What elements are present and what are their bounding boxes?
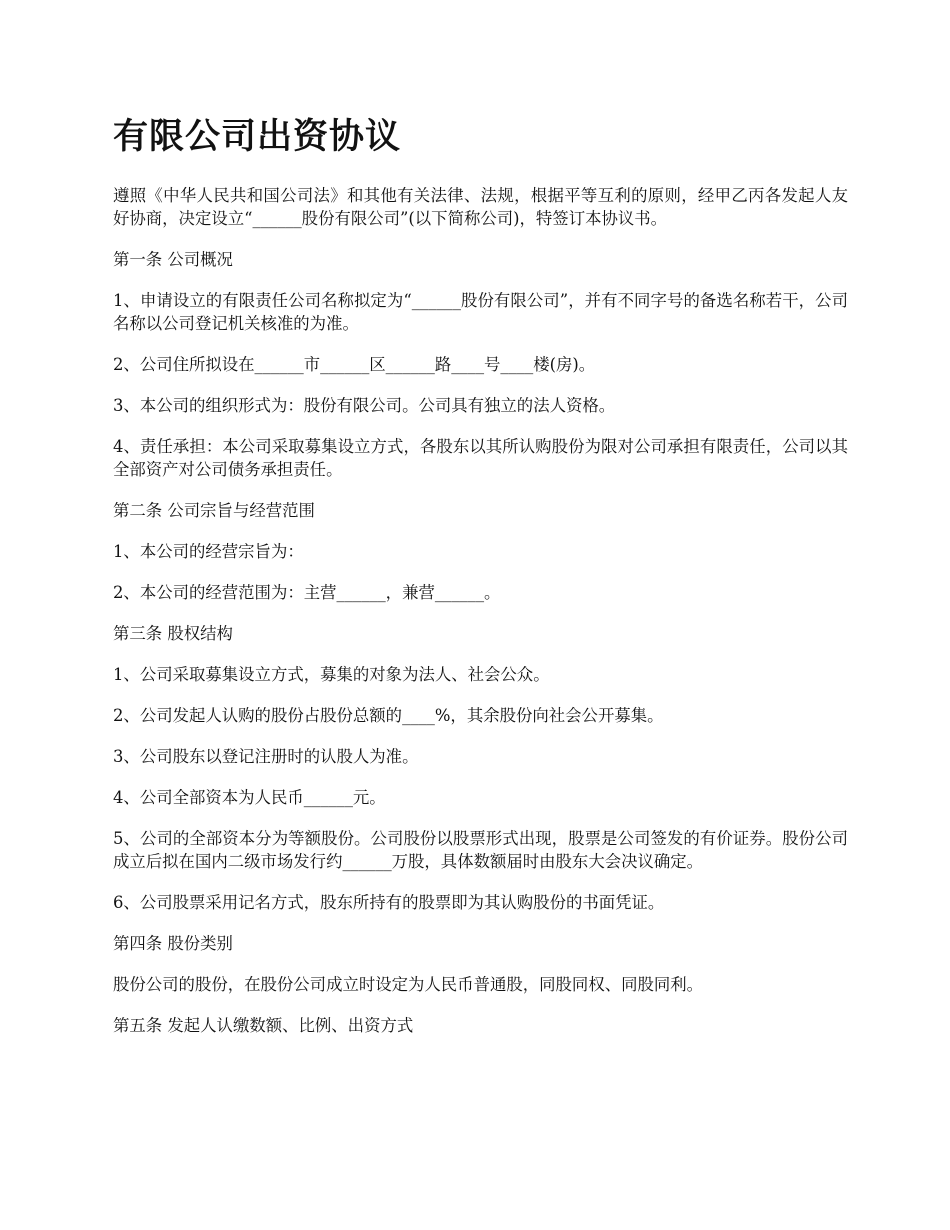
article-3-clause-3: 3、公司股东以登记注册时的认股人为准。 [113, 747, 419, 766]
article-3-clause-1: 1、公司采取募集设立方式，募集的对象为法人、社会公众。 [113, 665, 550, 684]
article-1-clause-3: 3、本公司的组织形式为：股份有限公司。公司具有独立的法人资格。 [113, 396, 616, 415]
article-1-clause-4: 4、责任承担：本公司采取募集设立方式，各股东以其所认购股份为限对公司承担有限责任，公司以其全部资产对公司债务承担责任。 [113, 437, 848, 479]
article-2-clause-2: 2、本公司的经营范围为：主营______，兼营______。 [113, 583, 501, 602]
document-page [113, 112, 848, 1055]
article-1-heading: 第一条 公司概况 [113, 250, 233, 269]
intro-paragraph: 遵照《中华人民共和国公司法》和其他有关法律、法规，根据平等互利的原则，经甲乙丙各发起人友好协商，决定设立“______股份有限公司”(以下简称公司)，特签订本协议书。 [113, 186, 848, 228]
article-3-clause-2: 2、公司发起人认购的股份占股份总额的____%，其余股份向社会公开募集。 [113, 706, 664, 725]
article-2-clause-1: 1、本公司的经营宗旨为： [113, 542, 304, 561]
article-4-body: 股份公司的股份，在股份公司成立时设定为人民币普通股，同股同权、同股同利。 [113, 975, 704, 994]
article-3-clause-6: 6、公司股票采用记名方式，股东所持有的股票即为其认购股份的书面凭证。 [113, 893, 665, 912]
article-4-heading: 第四条 股份类别 [113, 934, 233, 953]
article-3-clause-5: 5、公司的全部资本分为等额股份。公司股份以股票形式出现，股票是公司签发的有价证券。股份公司成立后拟在国内二级市场发行约______万股，具体数额届时由股东大会决议确定。 [113, 829, 848, 871]
article-3-clause-4: 4、公司全部资本为人民币______元。 [113, 788, 386, 807]
article-5-heading: 第五条 发起人认缴数额、比例、出资方式 [113, 1016, 414, 1035]
article-1-clause-1: 1、申请设立的有限责任公司名称拟定为“______股份有限公司”，并有不同字号的备选名称若干，公司名称以公司登记机关核准的为准。 [113, 291, 848, 333]
article-3-heading: 第三条 股权结构 [113, 624, 233, 643]
article-2-heading: 第二条 公司宗旨与经营范围 [113, 501, 315, 520]
article-1-clause-2: 2、公司住所拟设在______市______区______路____号____楼(房)。 [113, 355, 596, 374]
document-title: 有限公司出资协议 [113, 117, 402, 157]
